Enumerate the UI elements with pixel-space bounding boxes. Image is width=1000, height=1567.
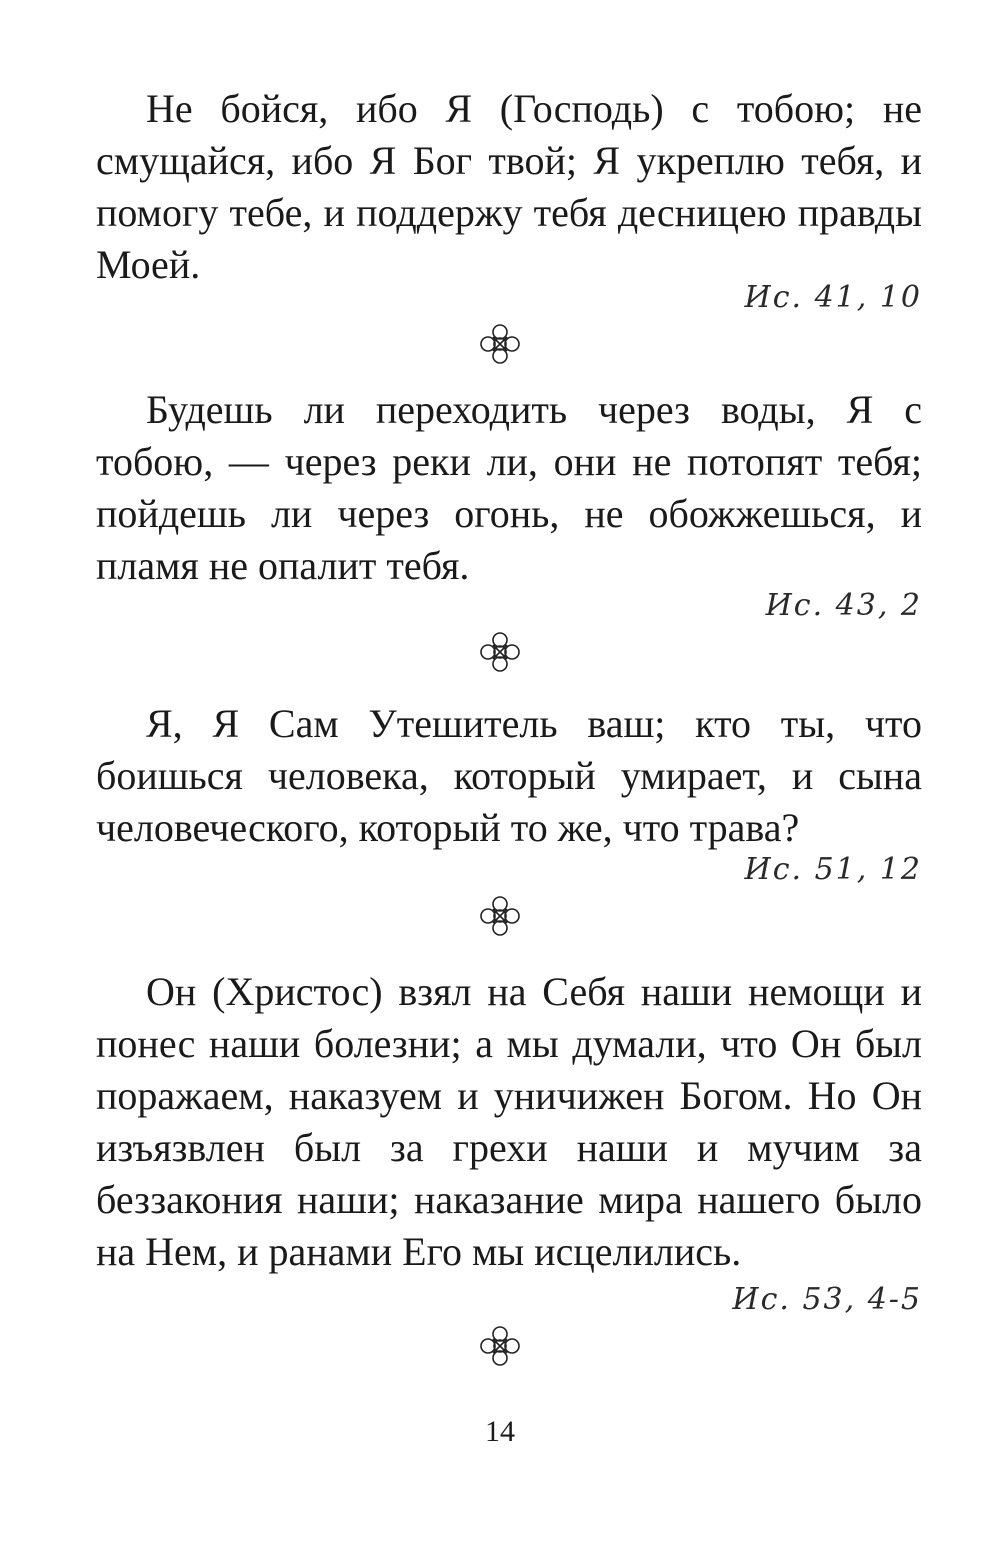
verse-reference: Ис. 43, 2: [765, 588, 922, 623]
verse-reference: Ис. 51, 12: [744, 852, 922, 887]
page-number: 14: [485, 1415, 515, 1448]
knot-ornament-icon: [478, 630, 522, 674]
knot-ornament-icon: [478, 894, 522, 938]
knot-ornament-icon: [478, 322, 522, 366]
verse-text: Он (Христос) взял на Себя наши немощи и понес наши болезни; а мы думали, что Он был поражаем, наказуем и уничижен Богом. Но Он изъязвлен был за грехи наши и мучим за беззакония наши; наказание мира нашего было на Нем, и ранами Его мы исцелились.: [96, 969, 922, 1274]
knot-ornament-icon: [478, 1324, 522, 1368]
verse-text: Не бойся, ибо Я (Господь) с тобою; не смущайся, ибо Я Бог твой; Я укреплю тебя, и помогу тебе, и поддержу тебя десницею правды Моей.: [96, 86, 922, 287]
verse-text: Я, Я Сам Утешитель ваш; кто ты, что боишься человека, который умирает, и сына человеческого, который то же, что трава?: [96, 701, 922, 850]
verse-reference: Ис. 53, 4-5: [732, 1282, 922, 1317]
verse-reference: Ис. 41, 10: [744, 280, 922, 315]
verse-text: Будешь ли переходить через воды, Я с тобою, — через реки ли, они не потопят тебя; пойдешь ли через огонь, не обожжешься, и пламя не опалит тебя.: [96, 387, 922, 588]
